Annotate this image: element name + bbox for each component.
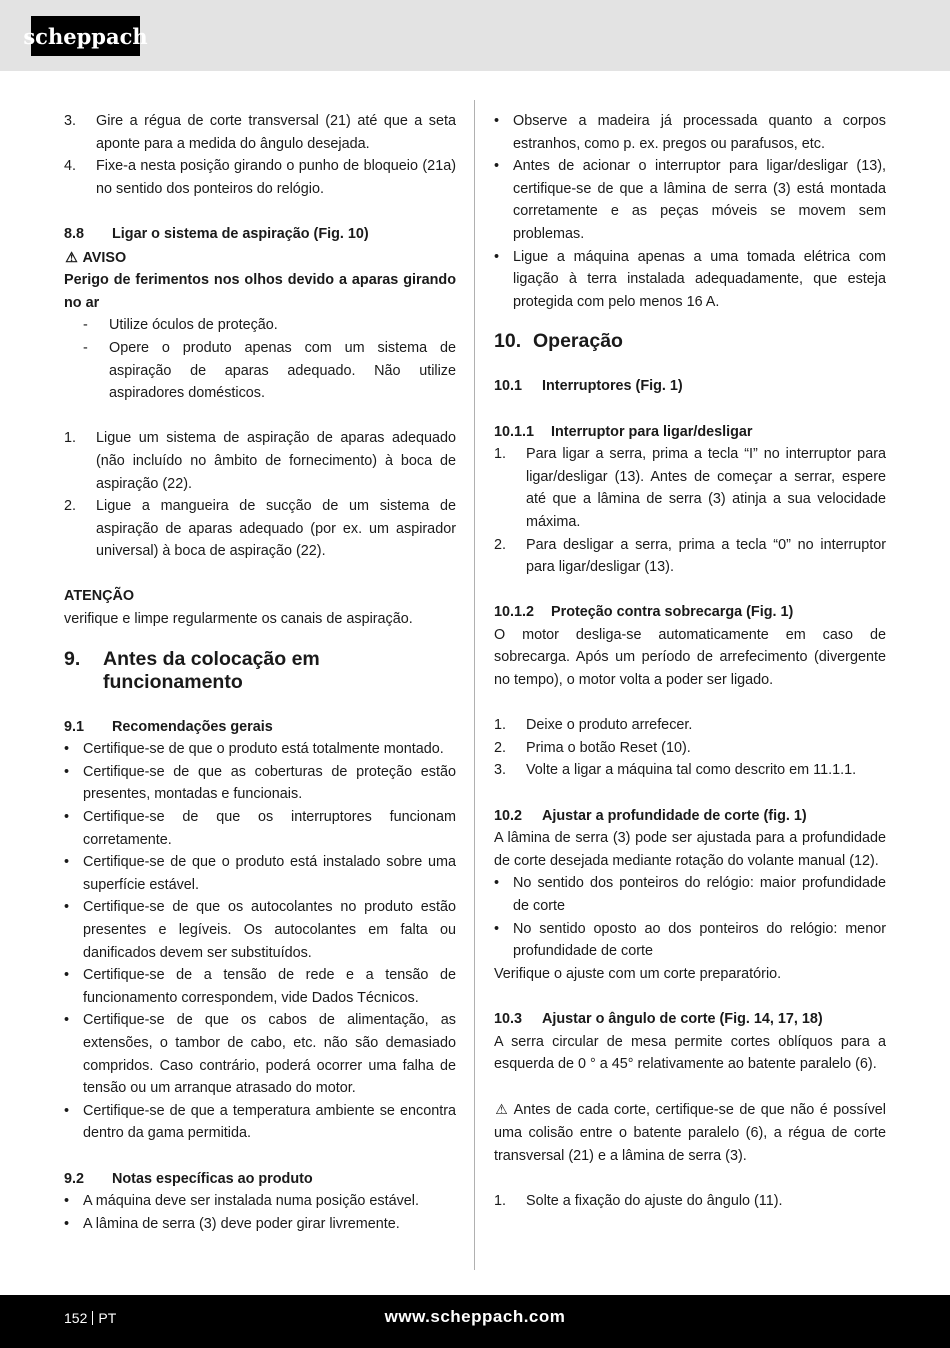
chapter-heading-9: 9. Antes da colocação em funcionamento	[64, 647, 320, 693]
list-item: • No sentido dos ponteiros do relógio: maior profundidade de corte	[494, 875, 886, 914]
list-item: 1. Para ligar a serra, prima a tecla “I” no interruptor para ligar/desligar (13). Antes de começar a serrar, espere até que a lâmina de serra (3) atinja a sua velocidade máxima.	[494, 446, 886, 530]
list-item: • Observe a madeira já processada quanto a corpos estranhos, como p. ex. pregos ou parafusos, etc.	[494, 113, 886, 152]
right-column	[494, 110, 886, 1212]
list-item: 3. Gire a régua de corte transversal (21) até que a seta aponte para a medida do ângulo desejada.	[64, 113, 456, 152]
angle-text: A serra circular de mesa permite cortes oblíquos para a esquerda de 0 ° a 45° relativamente ao batente paralelo (6).	[494, 1033, 886, 1073]
list-item: 2. Prima o botão Reset (10).	[494, 739, 691, 756]
page-number: 152 PT	[64, 1310, 117, 1326]
section-heading-10-3: 10.3 Ajustar o ângulo de corte (Fig. 14, 17, 18)	[494, 1010, 823, 1027]
attention-text: verifique e limpe regularmente os canais de aspiração.	[64, 611, 413, 628]
list-item: • A máquina deve ser instalada numa posição estável.	[64, 1193, 419, 1210]
list-item: • Certifique-se de que os interruptores funcionam corretamente.	[64, 809, 456, 848]
list-item: - Opere o produto apenas com um sistema de aspiração de aparas adequado. Não utilize aspiradores domésticos.	[83, 339, 456, 402]
list-item: 4. Fixe-a nesta posição girando o punho de bloqueio (21a) no sentido dos ponteiros do relógio.	[64, 158, 456, 197]
list-item: • Certifique-se de que as coberturas de proteção estão presentes, montadas e funcionais.	[64, 763, 456, 803]
angle-warning: ⚠ Antes de cada corte, certifique-se de que não é possível uma colisão entre o batente paralelo (6), a régua de corte transversal (21) e a lâmina de serra (3).	[494, 1098, 886, 1167]
section-heading-9-2: 9.2 Notas específicas ao produto	[64, 1170, 313, 1187]
list-item: • Certifique-se de que os autocolantes no produto estão presentes e legíveis. Os autocolantes em falta ou danificados devem ser substituídos.	[64, 899, 456, 961]
chapter-heading-10: 10. Operação	[494, 330, 623, 353]
page-footer	[0, 1295, 950, 1348]
page-header	[0, 0, 950, 71]
list-item: • Certifique-se de que o produto está totalmente montado.	[64, 741, 444, 758]
list-item: 2. Ligue a mangueira de sucção de um sistema de aspiração de aparas adequado (por ex. um aspirador universal) à boca de aspiração (22).	[64, 498, 456, 560]
section-heading-10-2: 10.2 Ajustar a profundidade de corte (fig. 1)	[494, 807, 807, 824]
section-heading-9-1: 9.1 Recomendações gerais	[64, 718, 273, 735]
depth-text: A lâmina de serra (3) pode ser ajustada para a profundidade de corte desejada mediante rotação do volante manual (12).	[494, 830, 886, 869]
list-item: • Certifique-se de que os cabos de alimentação, as extensões, o tambor de cabo, etc. não são demasiado compridos. Caso contrário, poderá ocorrer uma falha de tensão ou um arranque atrasado do motor.	[64, 1012, 456, 1097]
list-item: 1. Ligue um sistema de aspiração de aparas adequado (não incluído no âmbito de fornecimento) à boca de aspiração (22).	[64, 430, 456, 492]
website-link[interactable]: www.scheppach.com	[384, 1307, 566, 1326]
left-column	[64, 110, 456, 1235]
list-item: - Utilize óculos de proteção.	[83, 317, 278, 334]
list-item: 1. Deixe o produto arrefecer.	[494, 717, 693, 734]
section-heading-10-1-2: 10.1.2 Proteção contra sobrecarga (Fig. 1)	[494, 604, 794, 621]
warning-triangle-icon: ⚠	[65, 248, 78, 265]
list-item: 3. Volte a ligar a máquina tal como descrito em 11.1.1.	[494, 762, 857, 779]
list-item: • Certifique-se de a tensão de rede e a tensão de funcionamento correspondem, vide Dados Técnicos.	[64, 967, 456, 1006]
list-item: • Certifique-se de que o produto está instalado sobre uma superfície estável.	[64, 854, 456, 893]
section-heading-10-1-1: 10.1.1 Interruptor para ligar/desligar	[494, 423, 753, 440]
warning-text: Perigo de ferimentos nos olhos devido a aparas girando no ar	[64, 272, 456, 311]
column-divider	[474, 100, 475, 1270]
list-item: 2. Para desligar a serra, prima a tecla “0” no interruptor para ligar/desligar (13).	[494, 536, 886, 576]
section-heading-10-1: 10.1 Interruptores (Fig. 1)	[494, 378, 683, 395]
attention-label: ATENÇÃO	[64, 588, 135, 605]
warning-label: ⚠ AVISO	[64, 246, 456, 270]
overload-text: O motor desliga-se automaticamente em caso de sobrecarga. Após um período de arrefecimento (divergente no tempo), o motor volta a poder ser ligado.	[494, 626, 886, 689]
scheppach-logo: scheppach	[31, 16, 140, 56]
list-item: • Antes de acionar o interruptor para ligar/desligar (13), certifique-se de que a lâmina de serra (3) está montada corretamente e as peças móveis se movem sem problemas.	[494, 158, 886, 242]
list-item: • No sentido oposto ao dos ponteiros do relógio: menor profundidade de corte	[494, 920, 886, 960]
warning-triangle-icon: ⚠	[495, 1101, 508, 1118]
list-item: • Ligue a máquina apenas a uma tomada elétrica com ligação à terra instalada adequadamente, que esteja protegida com pelo menos 16 A.	[494, 248, 886, 310]
list-item: • Certifique-se de que a temperatura ambiente se encontra dentro da gama permitida.	[64, 1102, 456, 1142]
list-item: 1. Solte a fixação do ajuste do ângulo (11).	[494, 1192, 783, 1209]
list-item: • A lâmina de serra (3) deve poder girar livremente.	[64, 1215, 400, 1232]
depth-check-text: Verifique o ajuste com um corte preparatório.	[494, 965, 782, 982]
section-heading-8-8: 8.8 Ligar o sistema de aspiração (Fig. 10)	[64, 225, 369, 242]
